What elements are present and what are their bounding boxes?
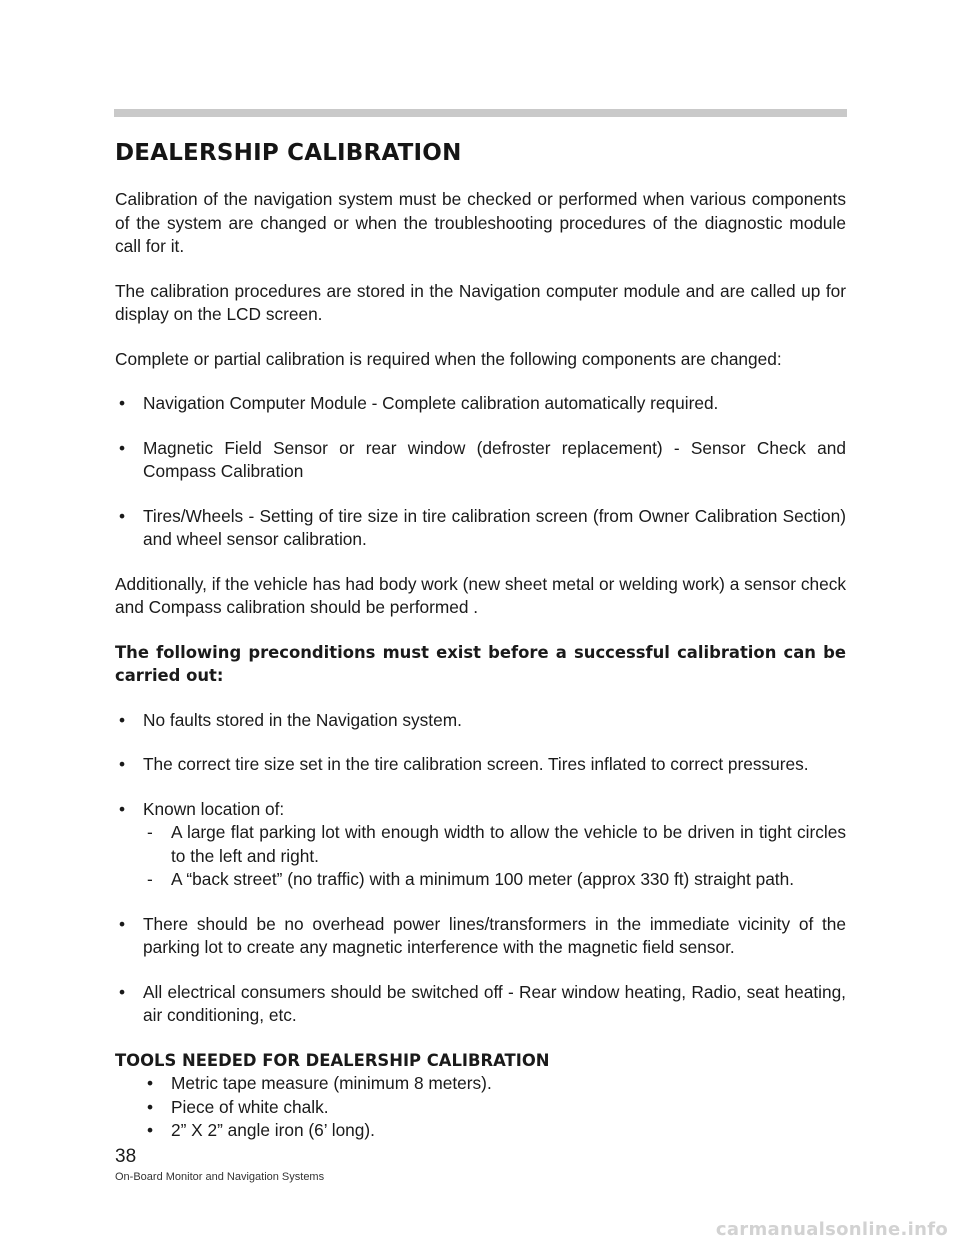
preconditions-heading: The following preconditions must exist before a successful calibration can be carried out: bbox=[115, 642, 846, 685]
bodywork-paragraph: Additionally, if the vehicle has had body work (new sheet metal or welding work) a sensor check and Compass calibration should be performed . bbox=[115, 573, 846, 617]
components-intro-paragraph: Complete or partial calibration is required when the following components are changed: bbox=[115, 348, 782, 369]
top-rule bbox=[114, 109, 847, 117]
list-item: • Piece of white chalk. bbox=[143, 1096, 846, 1120]
page-number: 38 bbox=[115, 1146, 137, 1167]
list-item: • There should be no overhead power lines/transformers in the immediate vicinity of the parking lot to create any magnetic interference with the magnetic field sensor. bbox=[115, 913, 846, 960]
components-list bbox=[115, 392, 846, 552]
list-item: • No faults stored in the Navigation system. bbox=[115, 709, 846, 733]
list-item: • Magnetic Field Sensor or rear window (defroster replacement) - Sensor Check and Compass Calibration bbox=[115, 437, 846, 484]
list-item: • Metric tape measure (minimum 8 meters). bbox=[143, 1072, 846, 1096]
list-item: • Navigation Computer Module - Complete calibration automatically required. bbox=[115, 392, 846, 416]
tools-heading: TOOLS NEEDED FOR DEALERSHIP CALIBRATION bbox=[115, 1050, 550, 1070]
intro-paragraph: Calibration of the navigation system must be checked or performed when various components of the system are changed or when the troubleshooting procedures of the diagnostic module call for it. bbox=[115, 189, 846, 256]
list-item: • Tires/Wheels - Setting of tire size in tire calibration screen (from Owner Calibration Section) and wheel sensor calibration. bbox=[115, 505, 846, 552]
tools-list bbox=[143, 1072, 846, 1143]
list-item: • 2” X 2” angle iron (6’ long). bbox=[143, 1119, 846, 1143]
section-heading: DEALERSHIP CALIBRATION bbox=[115, 140, 462, 166]
sublist-item: - A “back street” (no traffic) with a minimum 100 meter (approx 330 ft) straight path. bbox=[143, 868, 846, 892]
preconditions-list bbox=[115, 709, 846, 1028]
list-item-label: Known location of: bbox=[143, 798, 285, 819]
location-sublist bbox=[143, 821, 846, 892]
sublist-item: - A large flat parking lot with enough width to allow the vehicle to be driven in tight circles to the left and right. bbox=[143, 821, 846, 868]
footer-title: On-Board Monitor and Navigation Systems bbox=[115, 1171, 325, 1183]
list-item: • The correct tire size set in the tire calibration screen. Tires inflated to correct pressures. bbox=[115, 753, 846, 777]
page-content bbox=[115, 140, 846, 1143]
procedures-paragraph: The calibration procedures are stored in the Navigation computer module and are called up for display on the LCD screen. bbox=[115, 280, 846, 324]
watermark: carmanualsonline.info bbox=[715, 1219, 948, 1240]
list-item bbox=[115, 798, 846, 892]
list-item: • All electrical consumers should be switched off - Rear window heating, Radio, seat heating, air conditioning, etc. bbox=[115, 981, 846, 1028]
